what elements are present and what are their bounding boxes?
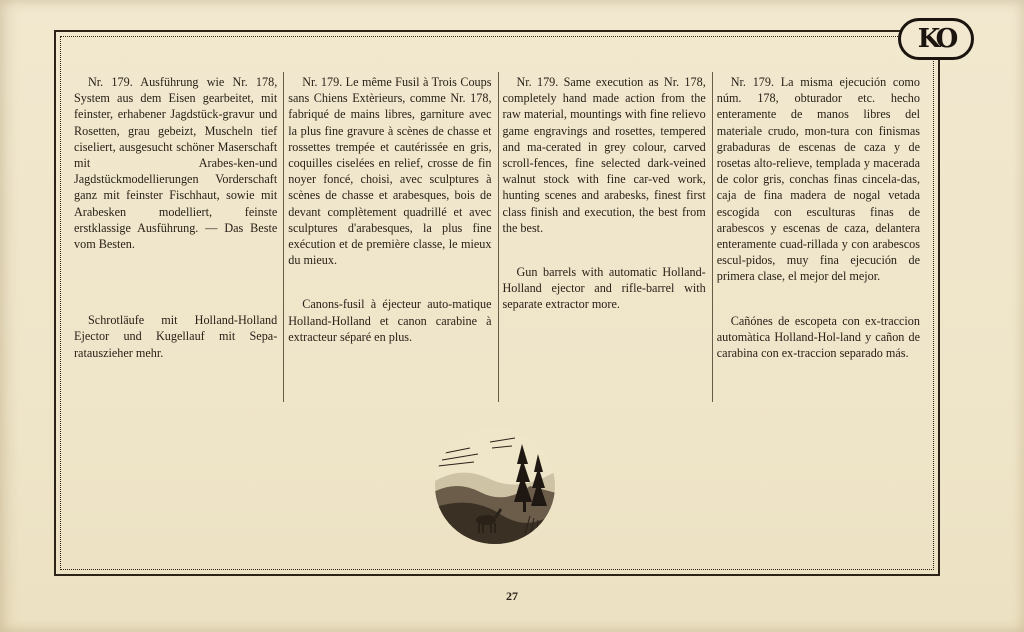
- ko-monogram-logo: KO: [898, 18, 974, 60]
- extra-spanish: Cañónes de escopeta con ex-traccion automàtica Holland-Hol-land y cañon de carabina con ex-traccion separado más.: [716, 313, 920, 361]
- page-number: 27: [506, 589, 518, 603]
- column-german: [70, 72, 284, 402]
- deer-landscape-engraving-icon: [430, 424, 560, 552]
- column-french: [284, 72, 498, 402]
- description-english: Nr. 179. Same execution as Nr. 178, completely hand made action from the raw material, mountings with fine relievo game engravings and rosettes, tempered and ma-cerated in grey colour, carved scroll-fences, fine selected dark-veined walnut stock with fine car-ved work, hunting scenes and arabesks, finest first class finish and execution, the best from the best.: [502, 75, 706, 235]
- description-french: Nr. 179. Le même Fusil à Trois Coups sans Chiens Extèrieurs, comme Nr. 178, fabriqué de mains libres, garniture avec la plus fine gravure à scènes de chasse et rossettes trempée et cautérissée en gris, coquilles ciselées en relief, crosse de fin noyer foncé, choisi, avec sculptures à scènes de chasse et arabesques, bois de devant complètement quadrillé et avec sculptures d'arabesques, la plus fine exécution et de première classe, le mieux du mieux.: [288, 75, 492, 268]
- extra-french: Canons-fusil à éjecteur auto-matique Holland-Holland et canon carabine à extracteur séparé en plus.: [288, 297, 492, 344]
- description-spanish: Nr. 179. La misma ejecución como núm. 178, obturador etc. hecho enteramente de manos libres del materiale crudo, mon-tura con finismas grabaduras de escenas de caza y de rosetas alto-relieve, templada y macerada de color gris, conchas finas cincela-das, caja de fina madera de nogal vetada escogida con esculturas finas de arabescos y escenas de caza, delantera enteramente cuad-rillada y con arabescos escul-pidos, muy fina ejecución de primera clase, el mejor del mejor.: [716, 75, 920, 284]
- description-german: Nr. 179. Ausführung wie Nr. 178, System aus dem Eisen gearbeitet, mit feinster, erhabener Jagdstück-gravur und Rosetten, grau gebeizt, Muscheln tief ciseliert, ausgesucht schöner Maserschaft mit Arabes-ken-und Jagdstückmodellierungen Vorderschaft ganz mit feinster Fischhaut, sowie mit Arabesken modelliert, feinste erstklassige Ausführung. — Das Beste vom Besten.: [74, 75, 278, 252]
- extra-german: Schrotläufe mit Holland-Holland Ejector und Kugellauf mit Sepa-ratauszieher mehr.: [74, 313, 278, 360]
- text-columns: [70, 72, 926, 402]
- column-english: [499, 72, 713, 402]
- extra-english: Gun barrels with automatic Holland-Holland ejector and rifle-barrel with separate extractor more.: [502, 265, 706, 312]
- column-spanish: [713, 72, 926, 402]
